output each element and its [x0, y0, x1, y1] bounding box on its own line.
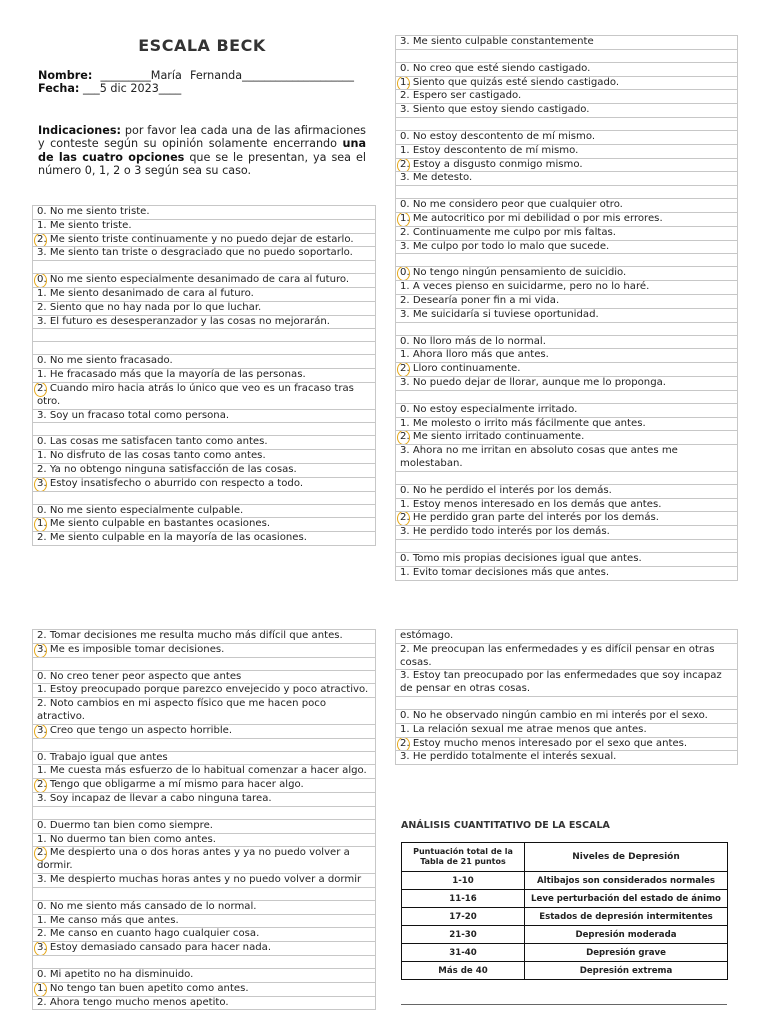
answer-option	[32, 847, 376, 874]
blank-row	[395, 472, 738, 485]
answer-text: 3. Me siento tan triste o desgraciado que no puedo soportarlo.	[37, 247, 353, 259]
answer-text: . Me siento culpable en bastantes ocasiones.	[43, 518, 271, 530]
selected-answer-marker: 2	[37, 382, 44, 394]
depression-level: Altibajos son considerados normales	[525, 872, 728, 890]
answer-text: 1. Me siento desanimado de cara al futuro.	[37, 287, 254, 299]
answer-text: 3. Me suicidaría si tuviese oportunidad.	[400, 308, 599, 320]
answer-option	[32, 901, 376, 915]
answer-option	[395, 512, 738, 526]
answer-option	[32, 644, 376, 658]
answer-option	[395, 172, 738, 186]
blank-row	[32, 888, 376, 901]
question-column-1	[32, 205, 376, 546]
answer-text: 0. No me siento más cansado de lo normal.	[37, 900, 257, 912]
answer-option	[32, 247, 376, 261]
answer-text: estómago.	[400, 630, 454, 641]
question-column-4	[395, 629, 738, 765]
answer-text: 0. No lloro más de lo normal.	[400, 335, 546, 347]
answer-option	[395, 553, 738, 567]
answer-text: 0. No creo tener peor aspecto que antes	[37, 670, 242, 682]
answer-option	[395, 199, 738, 213]
answer-option	[32, 478, 376, 492]
question-column-3	[32, 629, 376, 1010]
blank-row	[32, 658, 376, 671]
depression-level: Depresión extrema	[525, 962, 728, 980]
answer-option	[395, 724, 738, 738]
answer-text: 1. Me molesto o irrito más fácilmente que antes.	[400, 417, 646, 429]
selected-answer-marker: 3	[37, 477, 44, 489]
answer-text: 3. Me culpo por todo lo malo que sucede.	[400, 240, 610, 252]
selected-answer-marker: 3	[37, 643, 44, 655]
blank-row	[395, 186, 738, 199]
answer-text: 0. Mi apetito no ha disminuido.	[37, 968, 194, 980]
name-value: _________María Fernanda____________________	[100, 69, 354, 82]
blank-row	[395, 323, 738, 336]
answer-option	[32, 684, 376, 698]
answer-text: 3. Me detesto.	[400, 172, 473, 184]
answer-text: 1. La relación sexual me atrae menos que antes.	[400, 723, 647, 735]
answer-text: . Me autocritico por mi debilidad o por mis errores.	[406, 212, 663, 224]
answer-text: . Me siento irritado continuamente.	[406, 431, 585, 443]
answer-text: . No me siento especialmente desanimado de cara al futuro.	[43, 274, 350, 286]
answer-option	[32, 874, 376, 888]
question-column-2	[395, 35, 738, 581]
instructions-text: por favor lea cada una de las afirmaciones y conteste según su opinión solamente encerrando	[38, 124, 366, 151]
answer-text: 0. Tomo mis propias decisiones igual que antes.	[400, 552, 642, 564]
answer-text: 0. No me considero peor que cualquier otro.	[400, 199, 623, 211]
score-range: 17-20	[402, 908, 525, 926]
blank-row	[32, 492, 376, 505]
answer-text: 0. No me siento fracasado.	[37, 355, 173, 367]
table-row	[402, 962, 728, 980]
answer-option	[32, 671, 376, 685]
answer-option	[32, 383, 376, 410]
answer-option	[32, 450, 376, 464]
answer-option	[395, 349, 738, 363]
answer-text: 0. No me siento especialmente culpable.	[37, 504, 244, 516]
blank-row	[395, 697, 738, 710]
answer-text: 2. Me siento culpable en la mayoría de las ocasiones.	[37, 532, 307, 544]
answer-text: . Estoy a disgusto conmigo mismo.	[406, 158, 583, 170]
answer-option	[32, 752, 376, 766]
answer-text: 3. Soy un fracaso total como persona.	[37, 409, 230, 421]
signature-line	[401, 1004, 727, 1005]
answer-text: . Creo que tengo un aspecto horrible.	[43, 724, 233, 736]
score-header: Puntuación total de la Tabla de 21 puntos	[402, 843, 525, 872]
answer-text: 0. No estoy especialmente irritado.	[400, 403, 578, 415]
selected-answer-marker: 2	[37, 779, 44, 791]
answer-option	[32, 765, 376, 779]
answer-option	[32, 629, 376, 644]
answer-text: 2. Me canso en cuanto hago cualquier cosa.	[37, 928, 260, 940]
answer-option	[395, 418, 738, 432]
answer-option	[395, 445, 738, 472]
blank-row	[32, 807, 376, 820]
answer-option	[395, 90, 738, 104]
selected-answer-marker: 0	[400, 267, 407, 279]
answer-option	[32, 942, 376, 956]
answer-text: . No tengo ningún pensamiento de suicidio.	[406, 267, 627, 279]
answer-text: 1. Estoy preocupado porque parezco envejecido y poco atractivo.	[37, 684, 369, 696]
name-date-block	[38, 69, 366, 96]
answer-text: 2. Siento que no hay nada por lo que luchar.	[37, 301, 262, 313]
selected-answer-marker: 2	[37, 847, 44, 859]
answer-text: 0. No he observado ningún cambio en mi interés por el sexo.	[400, 709, 708, 721]
selected-answer-marker: 3	[37, 942, 44, 954]
answer-text: 1. Estoy descontento de mí mismo.	[400, 144, 579, 156]
depression-level: Estados de depresión intermitentes	[525, 908, 728, 926]
answer-option	[32, 997, 376, 1011]
answer-option	[32, 355, 376, 369]
answer-option	[395, 145, 738, 159]
depression-level: Depresión grave	[525, 944, 728, 962]
blank-row	[395, 254, 738, 267]
answer-option	[395, 336, 738, 350]
answer-text: 1. He fracasado más que la mayoría de las personas.	[37, 369, 306, 381]
answer-text: 1. No duermo tan bien como antes.	[37, 833, 216, 845]
blank-row	[395, 50, 738, 63]
answer-text: 3. No puedo dejar de llorar, aunque me lo proponga.	[400, 376, 666, 388]
blank-row	[32, 956, 376, 969]
answer-option	[395, 629, 738, 644]
answer-option	[32, 725, 376, 739]
selected-answer-marker: 2	[400, 431, 407, 443]
answer-option	[395, 159, 738, 173]
level-header: Niveles de Depresión	[525, 843, 728, 872]
blank-row	[395, 391, 738, 404]
blank-row	[395, 118, 738, 131]
answer-option	[395, 267, 738, 281]
answer-option	[395, 567, 738, 581]
answer-text: 3. Estoy tan preocupado por las enfermedades que soy incapaz de pensar en otras cosas.	[400, 670, 722, 695]
instructions-bold: una de las cuatro opciones	[38, 137, 366, 164]
answer-option	[395, 309, 738, 323]
answer-text: . Cuando miro hacia atrás lo único que veo es un fracaso tras otro.	[37, 382, 354, 407]
answer-option	[395, 526, 738, 540]
answer-option	[32, 234, 376, 248]
blank-row	[395, 540, 738, 553]
answer-text: 2. Me preocupan las enfermedades y es difícil pensar en otras cosas.	[400, 643, 715, 668]
answer-option	[395, 241, 738, 255]
answer-option	[395, 131, 738, 145]
answer-option	[32, 505, 376, 519]
answer-option	[395, 644, 738, 671]
selected-answer-marker: 2	[400, 363, 407, 375]
instructions-label: Indicaciones:	[38, 124, 121, 137]
answer-text: . Estoy demasiado cansado para hacer nada.	[43, 942, 272, 954]
answer-text: 2. Ya no obtengo ninguna satisfacción de las cosas.	[37, 463, 297, 475]
answer-option	[32, 288, 376, 302]
score-range: 11-16	[402, 890, 525, 908]
answer-text: 0. No he perdido el interés por los demás.	[400, 484, 612, 496]
answer-text: 3. Me siento culpable constantemente	[400, 36, 594, 47]
answer-text: 2. Noto cambios en mi aspecto físico que me hacen poco atractivo.	[37, 698, 327, 722]
answer-text: . Lloro continuamente.	[406, 363, 521, 375]
answer-option	[32, 915, 376, 929]
selected-answer-marker: 1	[400, 212, 407, 224]
answer-option	[395, 281, 738, 295]
answer-text: 1. Me cuesta más esfuerzo de lo habitual comenzar a hacer algo.	[37, 765, 367, 777]
answer-option	[395, 213, 738, 227]
answer-option	[32, 698, 376, 725]
selected-answer-marker: 2	[400, 737, 407, 749]
blank-row	[32, 261, 376, 274]
instructions-end: que se le presentan, ya sea el número 0, 1, 2 o 3 según sea su caso.	[38, 150, 366, 178]
answer-option	[32, 410, 376, 424]
table-row	[402, 872, 728, 890]
answer-option	[395, 670, 738, 697]
answer-text: 3. He perdido todo interés por los demás.	[400, 526, 610, 538]
answer-option	[395, 431, 738, 445]
name-label: Nombre:	[38, 69, 93, 82]
blank-row	[32, 329, 376, 342]
score-range: 31-40	[402, 944, 525, 962]
answer-text: 1. Ahora lloro más que antes.	[400, 349, 549, 361]
date-label: Fecha:	[38, 82, 80, 96]
answer-text: 0. No estoy descontento de mí mismo.	[400, 130, 596, 142]
depression-levels-table	[401, 842, 728, 980]
answer-option	[395, 377, 738, 391]
score-range: 21-30	[402, 926, 525, 944]
answer-text: 3. Soy incapaz de llevar a cabo ninguna tarea.	[37, 792, 272, 804]
answer-option	[32, 205, 376, 220]
answer-option	[395, 63, 738, 77]
answer-text: 1. No disfruto de las cosas tanto como antes.	[37, 450, 266, 462]
answer-text: 1. Evito tomar decisiones más que antes.	[400, 566, 610, 578]
analysis-title: ANÁLISIS CUANTITATIVO DE LA ESCALA	[401, 820, 610, 831]
answer-text: 3. Ahora no me irritan en absoluto cosas que antes me molestaban.	[400, 445, 678, 469]
selected-answer-marker: 2	[400, 512, 407, 524]
selected-answer-marker: 0	[37, 274, 44, 286]
blank-row	[32, 739, 376, 752]
score-range: Más de 40	[402, 962, 525, 980]
answer-option	[32, 518, 376, 532]
answer-option	[32, 983, 376, 997]
answer-option	[32, 532, 376, 546]
answer-text: 2. Desearía poner fin a mi vida.	[400, 294, 560, 306]
answer-option	[395, 499, 738, 513]
answer-option	[32, 220, 376, 234]
table-row	[402, 908, 728, 926]
answer-text: 3. El futuro es desesperanzador y las cosas no mejorarán.	[37, 315, 330, 327]
answer-option	[395, 35, 738, 50]
answer-text: 0. No creo que esté siendo castigado.	[400, 62, 591, 74]
answer-option	[32, 834, 376, 848]
answer-option	[395, 751, 738, 765]
answer-text: . Estoy mucho menos interesado por el sexo que antes.	[406, 737, 688, 749]
answer-text: 3. Me despierto muchas horas antes y no puedo volver a dormir	[37, 873, 362, 885]
answer-text: 1. Me siento triste.	[37, 219, 132, 231]
answer-text: . He perdido gran parte del interés por los demás.	[406, 512, 660, 524]
instructions	[38, 124, 366, 178]
answer-option	[32, 274, 376, 288]
answer-option	[32, 316, 376, 330]
selected-answer-marker: 2	[37, 233, 44, 245]
answer-text: . Me es imposible tomar decisiones.	[43, 643, 225, 655]
page-title: ESCALA BECK	[138, 36, 266, 55]
answer-text: 1. Me canso más que antes.	[37, 914, 179, 926]
answer-text: . No tengo tan buen apetito como antes.	[43, 982, 249, 994]
selected-answer-marker: 1	[37, 982, 44, 994]
answer-option	[395, 77, 738, 91]
answer-option	[32, 969, 376, 983]
answer-text: 1. A veces pienso en suicidarme, pero no lo haré.	[400, 281, 650, 293]
answer-text: . Siento que quizás esté siendo castigado.	[406, 76, 620, 88]
answer-text: 3. Siento que estoy siendo castigado.	[400, 104, 590, 116]
answer-option	[32, 369, 376, 383]
answer-text: . Me siento triste continuamente y no puedo dejar de estarlo.	[43, 233, 354, 245]
answer-option	[395, 104, 738, 118]
answer-option	[32, 436, 376, 450]
answer-option	[32, 928, 376, 942]
answer-option	[395, 710, 738, 724]
answer-option	[395, 295, 738, 309]
answer-option	[395, 485, 738, 499]
answer-text: 2. Tomar decisiones me resulta mucho más difícil que antes.	[37, 630, 343, 641]
answer-option	[32, 779, 376, 793]
table-row	[402, 926, 728, 944]
answer-text: 0. Duermo tan bien como siempre.	[37, 819, 213, 831]
table-row	[402, 944, 728, 962]
answer-option	[395, 738, 738, 752]
answer-option	[395, 404, 738, 418]
answer-option	[32, 464, 376, 478]
answer-text: 0. Las cosas me satisfacen tanto como antes.	[37, 436, 268, 448]
depression-level: Depresión moderada	[525, 926, 728, 944]
answer-text: . Me despierto una o dos horas antes y ya no puedo volver a dormir.	[37, 847, 350, 872]
blank-row	[32, 342, 376, 355]
answer-text: 0. No me siento triste.	[37, 206, 150, 217]
score-range: 1-10	[402, 872, 525, 890]
answer-option	[32, 302, 376, 316]
answer-text: . Estoy insatisfecho o aburrido con respecto a todo.	[43, 477, 304, 489]
table-row	[402, 890, 728, 908]
answer-text: 0. Trabajo igual que antes	[37, 751, 168, 763]
answer-option	[32, 793, 376, 807]
depression-level: Leve perturbación del estado de ánimo	[525, 890, 728, 908]
selected-answer-marker: 1	[400, 76, 407, 88]
answer-text: 2. Continuamente me culpo por mis faltas.	[400, 226, 617, 238]
answer-text: 2. Espero ser castigado.	[400, 90, 522, 102]
answer-option	[395, 227, 738, 241]
answer-option	[32, 820, 376, 834]
answer-text: 3. He perdido totalmente el interés sexual.	[400, 751, 617, 763]
selected-answer-marker: 1	[37, 518, 44, 530]
blank-row	[32, 423, 376, 436]
answer-option	[395, 363, 738, 377]
answer-text: . Tengo que obligarme a mí mismo para hacer algo.	[43, 779, 304, 791]
date-value: ___5 dic 2023____	[82, 82, 182, 96]
answer-text: 2. Ahora tengo mucho menos apetito.	[37, 996, 229, 1008]
answer-text: 1. Estoy menos interesado en los demás que antes.	[400, 498, 662, 510]
selected-answer-marker: 3	[37, 724, 44, 736]
selected-answer-marker: 2	[400, 158, 407, 170]
